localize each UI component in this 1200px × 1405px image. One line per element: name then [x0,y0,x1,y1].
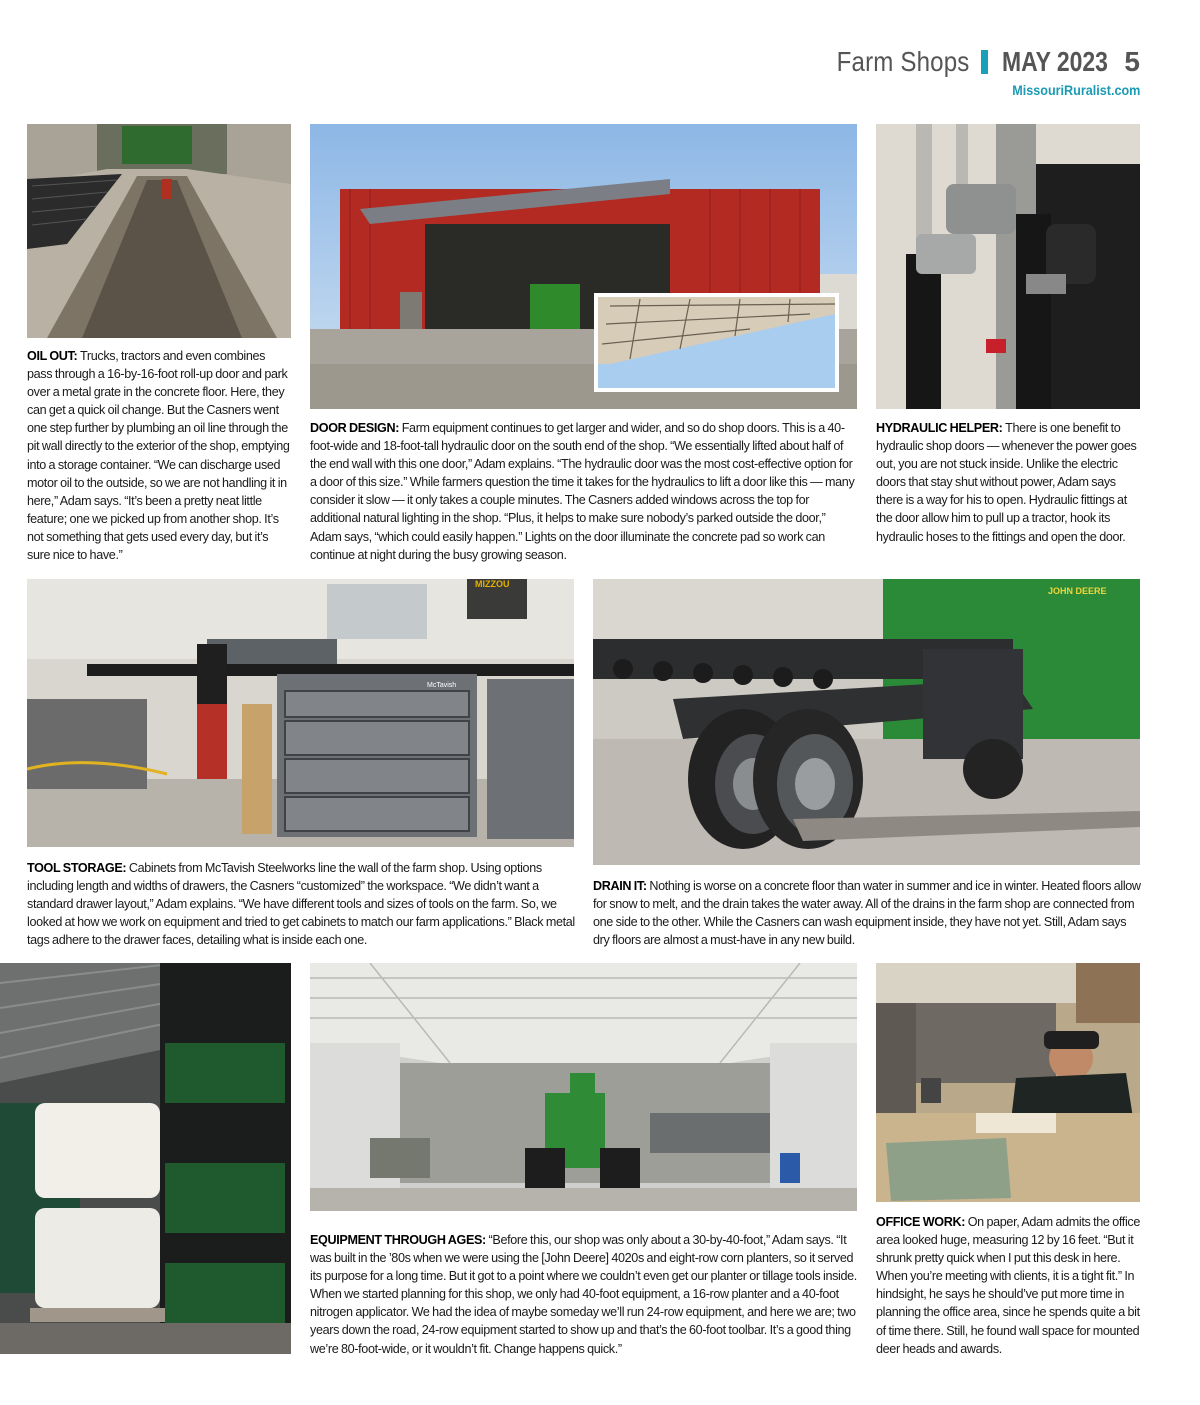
office-photo [876,963,1140,1202]
caption-lead: DOOR DESIGN: [310,421,402,435]
caption-body: Cabinets from McTavish Steelworks line the wall of the farm shop. Using options including length and widths of drawers, the Casners “customized” the workspace. “We didn’t want a standard drawer layout,” Adam explains. “We have different tools and sizes of tools on the farm. So, we looked at how we work on equipment and tried to get cabinets to match our farm applications.” Black metal tags adhere to the drawer faces, detailing what is inside each one. [27,861,575,948]
page-number: 5 [1124,46,1140,77]
caption-body: “Before this, our shop was only about a 30-by-40-foot,” Adam says. “It was built in the ’80s when we were using the [John Deere] 4020s and eight-row corn planters, so it served its purpose for a long time. But it got to a point where we couldn’t even get our planter or tillage tools inside. When we started planning for this shop, we only had 40-foot equipment, a 16-row planter and a 40-foot nitrogen applicator. We had the idea of maybe someday we’ll run 24-row equipment, and here we are; two years down the road, 24-row equipment started to show up and that’s the 60-foot toolbar. It’s a good thing we’re 80-foot-wide, or it wouldn’t fit. Change happens quick.” [310,1233,857,1356]
tool-cabinets-photo [27,579,574,847]
caption-drain-it [593,877,1141,949]
caption-equipment-through-ages [310,1231,858,1358]
caption-body: On paper, Adam admits the office area looked huge, measuring 12 by 16 feet. “But it shrunk pretty quick when I put this desk in here. When you’re meeting with clients, it is a tight fit.” In hindsight, he says he should’ve put more time in planning the office area, since he spends quite a bit of time there. Still, he found wall space for mounted deer heads and awards. [876,1215,1140,1356]
caption-lead: HYDRAULIC HELPER: [876,421,1006,435]
caption-lead: EQUIPMENT THROUGH AGES: [310,1233,489,1247]
caption-lead: DRAIN IT: [593,879,650,893]
caption-body: There is one benefit to hydraulic shop doors — whenever the power goes out, you are not stuck inside. Unlike the electric doors that stay shut without power, Adam says there is a way for his to open. Hydraulic fittings at the door allow him to pull up a tractor, hook its hydraulic hoses to the fittings and open the door. [876,421,1137,544]
caption-body: Farm equipment continues to get larger and wider, and so do shop doors. This is a 40-foot-wide and 18-foot-tall hydraulic door on the south end of the shop. “We essentially lifted about half of the end wall with this one door,” Adam explains. “The hydraulic door was the most cost-effective option for a door of this size.” While farmers question the time it takes for the hydraulics to lift a door like this — many consider it slow — it only takes a couple minutes. The Casners added windows across the top for additional natural lighting in the shop. “Plus, it helps to make sure nobody’s parked outside the door,” Adam says, “which could easily happen.” Lights on the door illuminate the concrete pad so work can continue at night during the busy growing season. [310,421,855,562]
issue-date: MAY 2023 [1002,46,1109,77]
shop-interior-photo [310,963,857,1211]
planter-drain-photo [593,579,1140,865]
caption-body: Nothing is worse on a concrete floor than water in summer and ice in winter. Heated floors allow for snow to melt, and the drain takes the water away. All of the drains in the farm shop are connected from one side to the other. While the Casners can wash equipment inside, they have not yet. Still, Adam says dry floors are almost a must-have in any new build. [593,879,1141,948]
oil-pit-photo [27,124,291,338]
hydraulic-fittings-photo [876,124,1140,409]
hydraulic-door-photo [310,124,857,409]
caption-lead: OIL OUT: [27,349,80,363]
page-header [815,44,1140,80]
section-title: Farm Shops [836,46,970,77]
box-label: MIZZOU [475,579,510,589]
caption-hydraulic-helper [876,419,1141,546]
tractor-brand-label: JOHN DEERE [1048,586,1107,596]
caption-lead: OFFICE WORK: [876,1215,968,1229]
seed-storage-photo [0,963,291,1354]
header-divider [981,50,988,74]
caption-door-design [310,419,858,564]
caption-lead: TOOL STORAGE: [27,861,129,875]
caption-body: Trucks, tractors and even combines pass through a 16-by-16-foot roll-up door and park over a metal grate in the concrete floor. Here, they can get a quick oil change. But the Casners went one step further by plumbing an oil line through the pit wall directly to the exterior of the shop, emptying into a storage container. “We can discharge used motor oil to the outside, so we are not handling it in here,” Adam says. “It’s been a pretty neat little feature; one we picked up from another shop. It’s not something that gets used every day, but it’s sure nice to have.” [27,349,290,563]
cabinet-brand-label: McTavish [427,682,457,689]
site-link[interactable]: MissouriRuralist.com [1011,82,1140,98]
caption-tool-storage [27,859,575,949]
caption-oil-out [27,347,292,564]
caption-office-work [876,1213,1141,1358]
